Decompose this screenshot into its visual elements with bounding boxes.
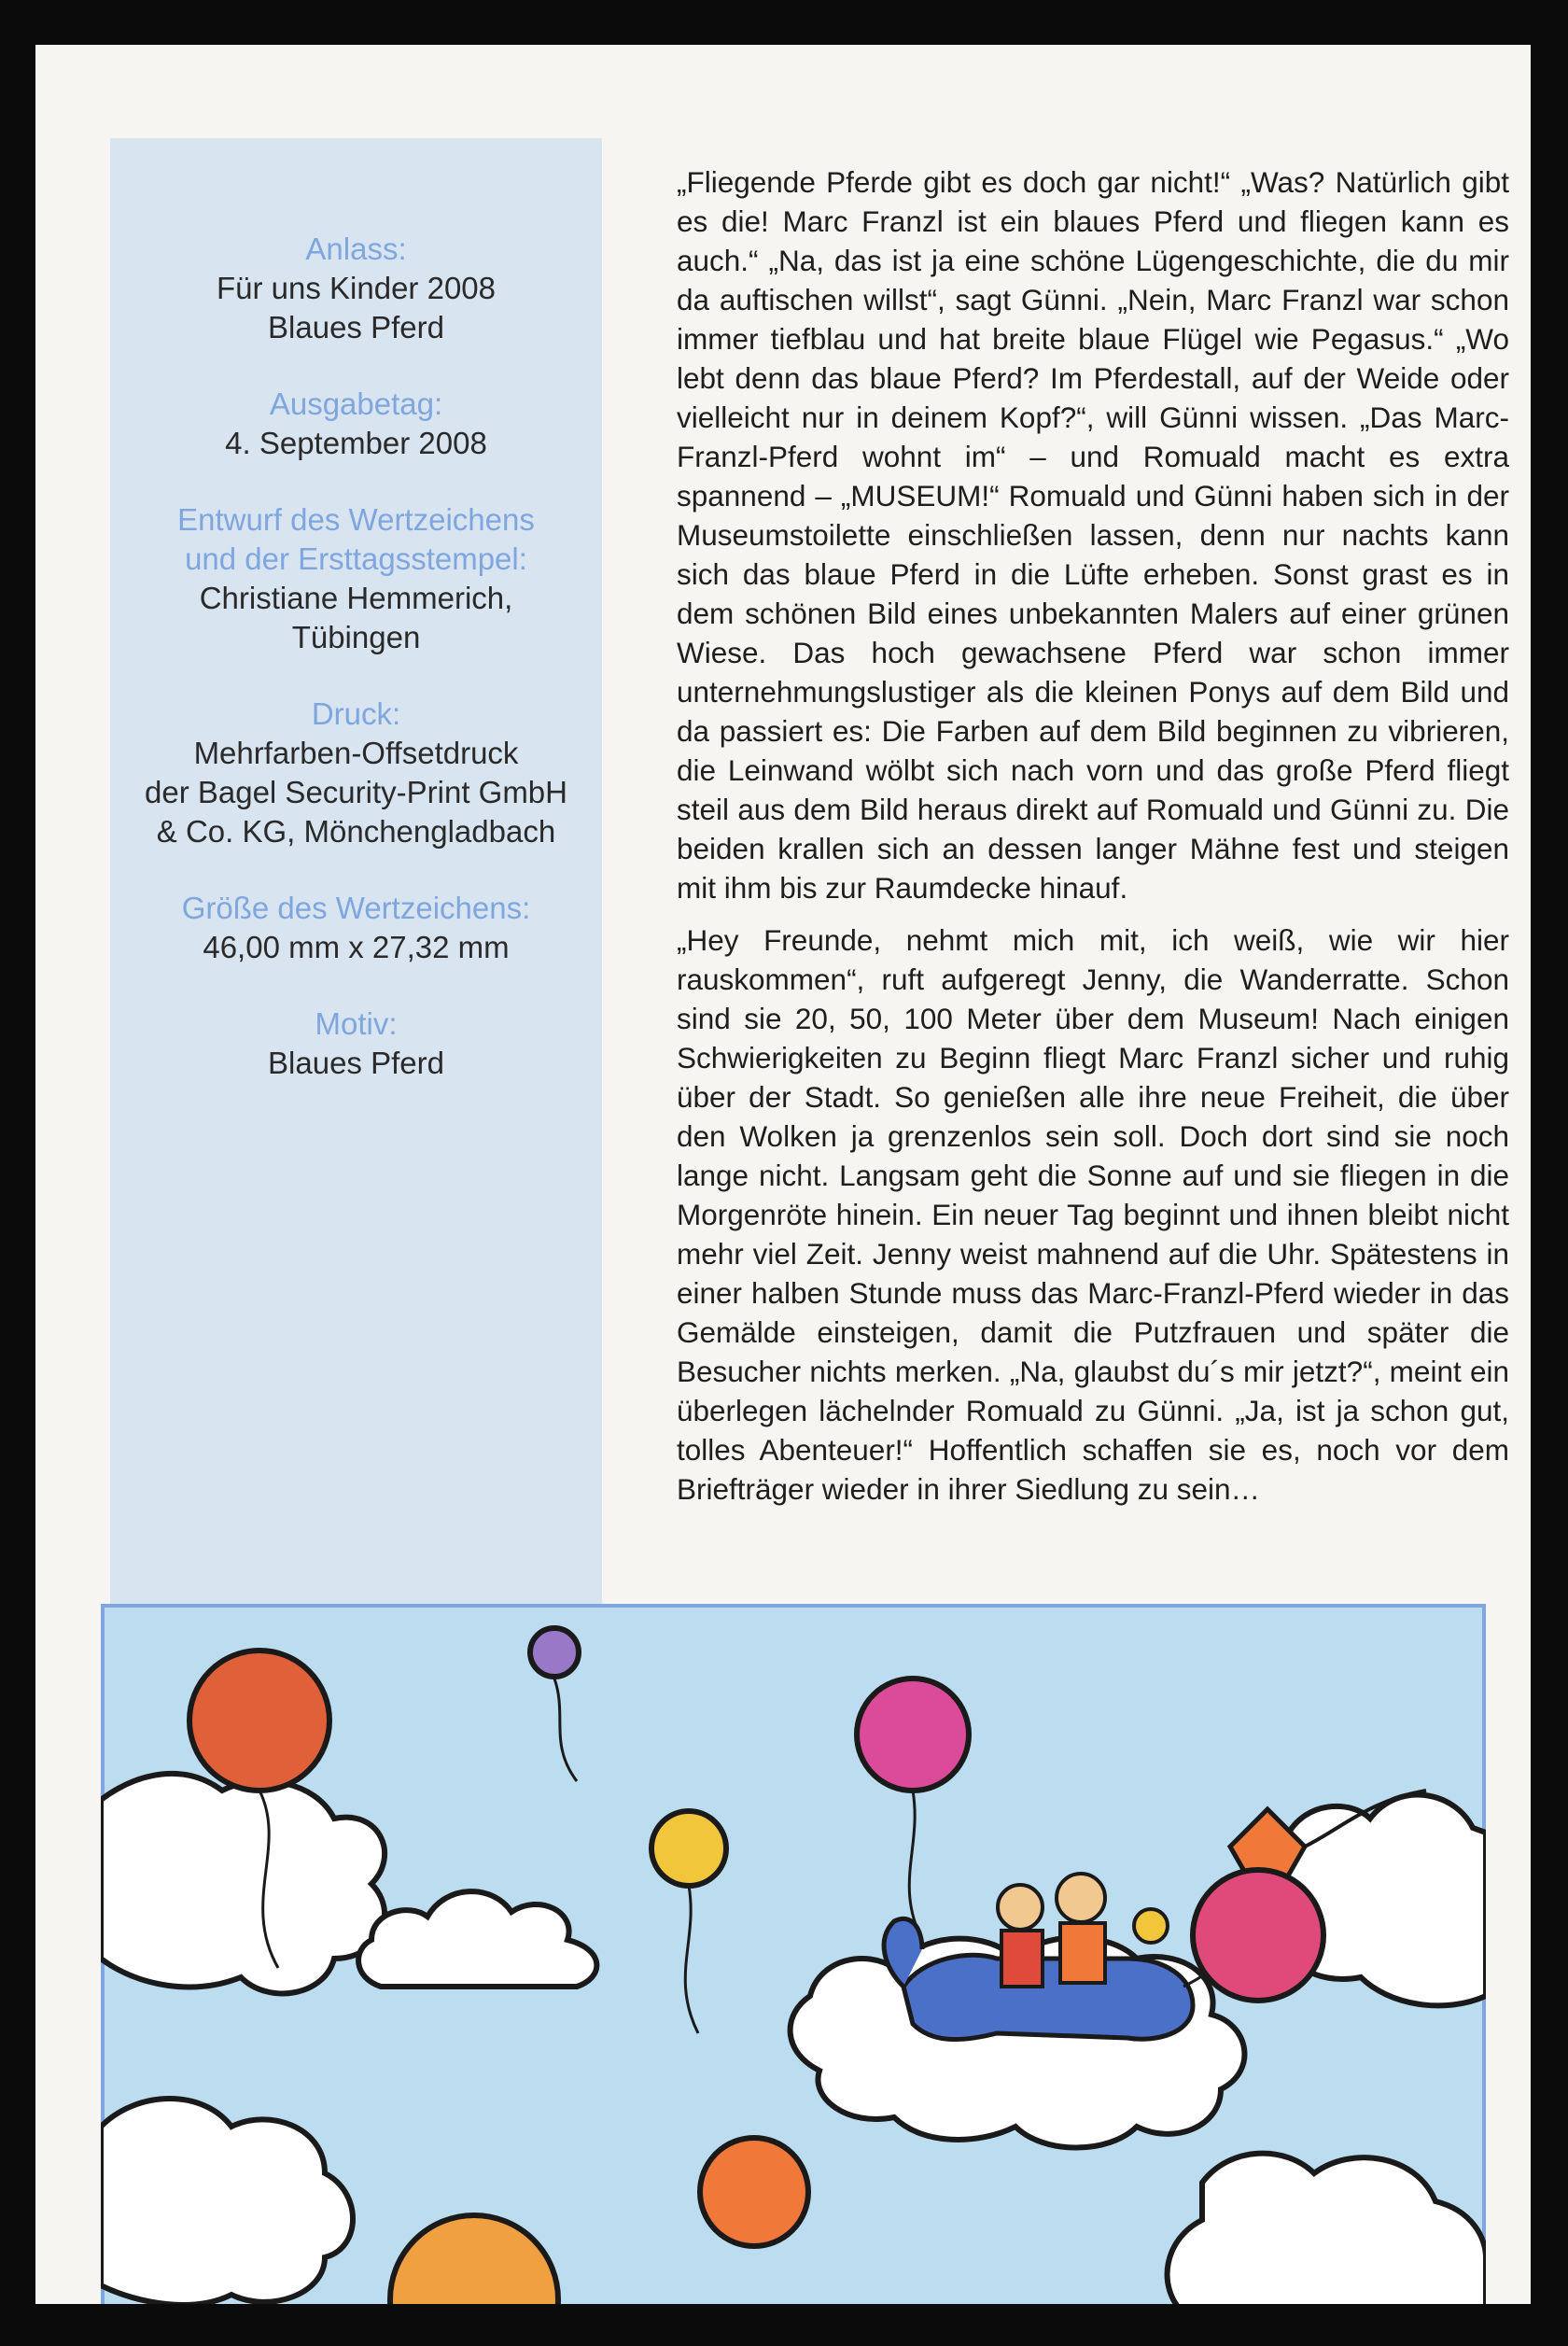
- occasion-label: Anlass:: [305, 232, 407, 266]
- size-label: Größe des Wertzeichens:: [181, 891, 531, 925]
- issue-date-label: Ausgabetag:: [269, 386, 443, 421]
- issue-date-value: 4. September 2008: [225, 426, 487, 460]
- occasion-block: [110, 230, 602, 347]
- motif-block: [110, 1004, 602, 1083]
- info-sidebar: [110, 138, 602, 1610]
- design-value: Tübingen: [291, 620, 421, 654]
- motif-value: Blaues Pferd: [268, 1046, 444, 1080]
- balloon-icon: [651, 1811, 726, 1886]
- printing-label: Druck:: [311, 696, 401, 731]
- printing-value: Mehrfarben-Offsetdruck: [193, 736, 519, 770]
- balloon-icon: [189, 1651, 329, 1791]
- printing-value: & Co. KG, Mönchengladbach: [156, 814, 556, 849]
- issue-date-block: [110, 385, 602, 463]
- illustration: [101, 1604, 1486, 2304]
- occasion-value: Für uns Kinder 2008: [216, 271, 496, 305]
- illustration-canvas: [101, 1604, 1486, 2304]
- design-label: Entwurf des Wertzeichens: [177, 502, 535, 537]
- motif-label: Motiv:: [315, 1006, 398, 1041]
- balloon-icon: [1193, 1870, 1323, 2001]
- size-block: [110, 889, 602, 967]
- design-label: und der Ersttagsstempel:: [185, 541, 527, 576]
- design-value: Christiane Hemmerich,: [199, 581, 513, 615]
- child-face-icon: [998, 1885, 1043, 1930]
- size-value: 46,00 mm x 27,32 mm: [203, 930, 510, 964]
- occasion-value: Blaues Pferd: [268, 310, 444, 344]
- child-face-icon: [1057, 1874, 1105, 1922]
- story-paragraph: „Hey Freunde, nehmt mich mit, ich weiß, wie wir hier rauskommen“, ruft aufgeregt Jenny, die Wanderratte. Schon sind sie 20, 50, 100 Meter über dem Museum! Nach einigen Schwierigkeiten zu Beginn fliegt Marc Franzl sicher und ruhig über der Stadt. So genießen alle ihre neue Freiheit, die über den Wolken ja grenzenlos sein soll. Doch dort sind sie noch lange nicht. Langsam geht die Sonne auf und sie fliegen in die Morgenröte hinein. Ein neuer Tag beginnt und ihnen bleibt nicht mehr viel Zeit. Jenny weist mahnend auf die Uhr. Spätestens in einer halben Stunde muss das Marc-Franzl-Pferd wieder in das Gemälde einsteigen, damit die Putzfrauen und später die Besucher nichts merken. „Na, glaubst du´s mir jetzt?“, meint ein überlegen lächelnder Romuald zu Günni. „Ja, ist ja schon gut, tolles Abenteuer!“ Hoffentlich schaffen sie es, noch vor dem Briefträger wieder in ihrer Siedlung zu sein…: [677, 923, 1509, 1506]
- balloon-icon: [857, 1679, 969, 1791]
- balloon-icon: [530, 1628, 579, 1677]
- teddy-icon: [1134, 1909, 1168, 1943]
- balloon-icon: [700, 2138, 808, 2246]
- design-block: [110, 500, 602, 657]
- printing-block: [110, 695, 602, 851]
- printing-value: der Bagel Security-Print GmbH: [145, 775, 567, 809]
- story-text: [677, 162, 1509, 1522]
- story-paragraph: „Fliegende Pferde gibt es doch gar nicht!“ „Was? Natürlich gibt es die! Marc Franzl ist ein blaues Pferd und fliegen kann es auch.“ „Na, das ist ja eine schöne Lügengeschichte, die du mir da auftischen willst“, sagt Günni. „Nein, Marc Franzl war schon immer tiefblau und hat breite blaue Flügel wie Pegasus.“ „Wo lebt denn das blaue Pferd? Im Pferdestall, auf der Weide oder vielleicht nur in deinem Kopf?“, will Günni wissen. „Das Marc-Franzl-Pferd wohnt im“ – und Romuald macht es extra spannend – „MUSEUM!“ Romuald und Günni haben sich in der Museumstoilette einschließen lassen, denn nur nachts kann sich das blaue Pferd in die Lüfte erheben. Sonst grast es in dem schönen Bild eines unbekannten Malers auf einer grünen Wiese. Das hoch gewachsene Pferd war schon immer unternehmungslustiger als die kleinen Ponys auf dem Bild und da passiert es: Die Farben auf dem Bild beginnen zu vibrieren, die Leinwand wölbt sich nach vorn und das große Pferd fliegt steil aus dem Bild heraus direkt auf Romuald und Günni zu. Die beiden krallen sich an dessen langer Mähne fest und steigen mit ihm bis zur Raumdecke hinauf.: [677, 165, 1509, 905]
- page: [35, 45, 1531, 2304]
